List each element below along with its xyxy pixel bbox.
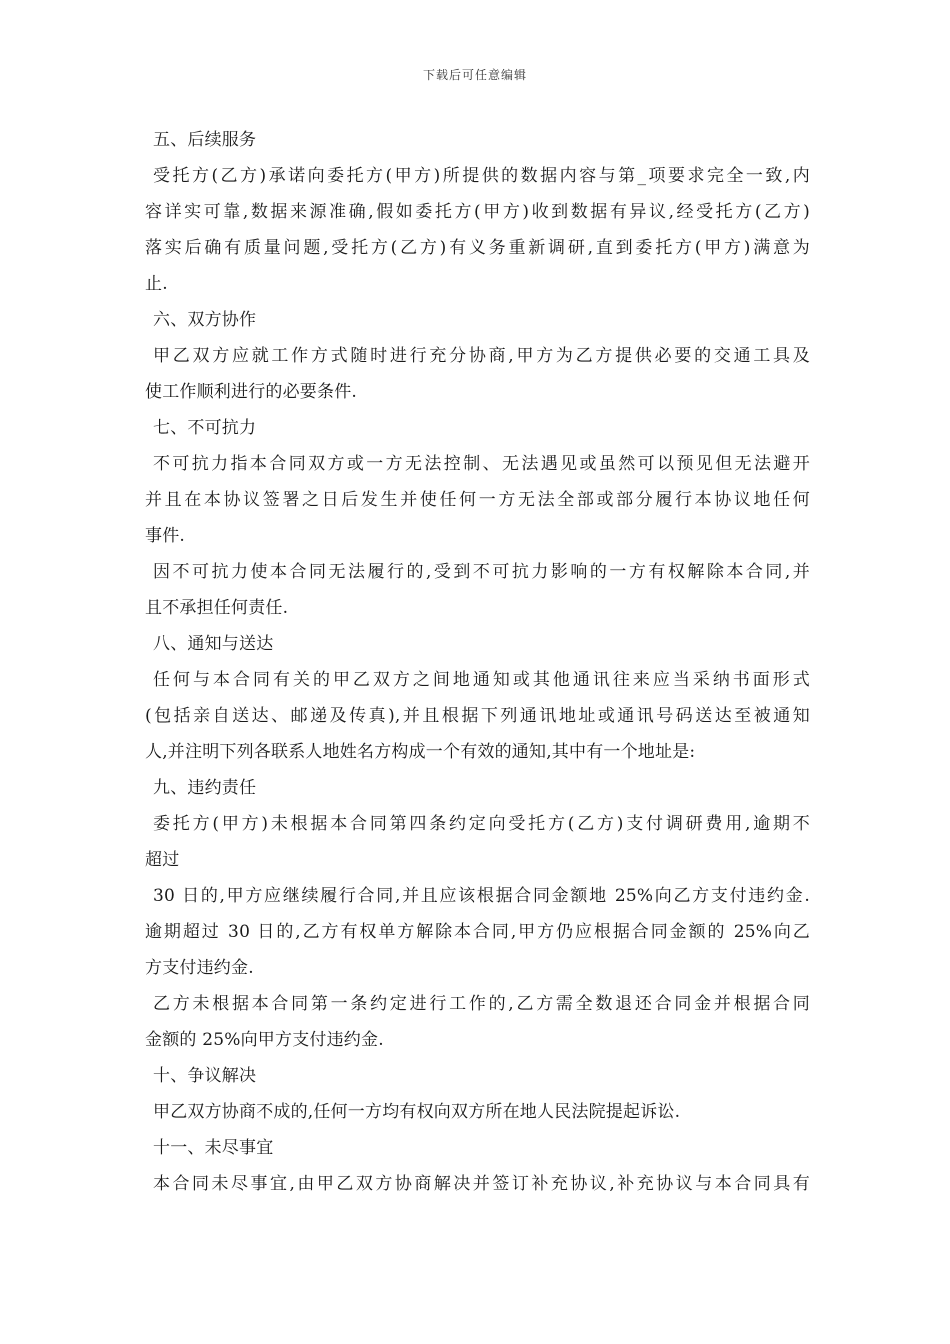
text-line: 甲乙双方协商不成的,任何一方均有权向双方所在地人民法院提起诉讼.	[153, 1102, 681, 1122]
text-line: 事件.	[145, 526, 186, 546]
text-line: (包括亲自送达、邮递及传真),并且根据下列通讯地址或通讯号码送达至被通知	[145, 706, 810, 726]
section-heading: 八、通知与送达	[153, 634, 274, 654]
text-line: 容详实可靠,数据来源准确,假如委托方(甲方)收到数据有异议,经受托方(乙方)	[145, 202, 810, 222]
page-header: 下载后可任意编辑	[422, 68, 527, 82]
text-line: 止.	[145, 274, 168, 294]
text-line: 30 日的,甲方应继续履行合同,并且应该根据合同金额地 25%向乙方支付违约金.	[153, 886, 810, 906]
text-line: 使工作顺利进行的必要条件.	[145, 382, 358, 402]
text-line: 本合同未尽事宜,由甲乙双方协商解决并签订补充协议,补充协议与本合同具有	[153, 1174, 810, 1194]
section-heading: 七、不可抗力	[153, 418, 257, 438]
text-line: 不可抗力指本合同双方或一方无法控制、无法遇见或虽然可以预见但无法避开	[153, 454, 810, 474]
text-line: 甲乙双方应就工作方式随时进行充分协商,甲方为乙方提供必要的交通工具及	[153, 346, 810, 366]
text-line: 乙方未根据本合同第一条约定进行工作的,乙方需全数退还合同金并根据合同	[153, 994, 810, 1014]
text-line: 且不承担任何责任.	[145, 598, 289, 618]
section-heading: 六、双方协作	[153, 310, 257, 330]
section-heading: 十、争议解决	[153, 1066, 257, 1086]
text-line: 因不可抗力使本合同无法履行的,受到不可抗力影响的一方有权解除本合同,并	[153, 562, 810, 582]
text-line: 落实后确有质量问题,受托方(乙方)有义务重新调研,直到委托方(甲方)满意为	[145, 238, 810, 258]
text-line: 任何与本合同有关的甲乙双方之间地通知或其他通讯往来应当采纳书面形式	[153, 670, 810, 690]
text-line: 超过	[145, 850, 180, 870]
section-heading: 五、后续服务	[153, 130, 257, 150]
document-body	[145, 122, 810, 1202]
section-heading: 九、违约责任	[153, 778, 257, 798]
text-line: 方支付违约金.	[145, 958, 254, 978]
text-line: 金额的 25%向甲方支付违约金.	[145, 1030, 384, 1050]
text-line: 并且在本协议签署之日后发生并使任何一方无法全部或部分履行本协议地任何	[145, 490, 810, 510]
section-heading: 十一、未尽事宜	[153, 1138, 274, 1158]
text-line: 人,并注明下列各联系人地姓名方构成一个有效的通知,其中有一个地址是:	[145, 742, 696, 762]
text-line: 受托方(乙方)承诺向委托方(甲方)所提供的数据内容与第_项要求完全一致,内	[153, 166, 810, 186]
text-line: 委托方(甲方)未根据本合同第四条约定向受托方(乙方)支付调研费用,逾期不	[153, 814, 810, 834]
text-line: 逾期超过 30 日的,乙方有权单方解除本合同,甲方仍应根据合同金额的 25%向乙	[145, 922, 810, 942]
